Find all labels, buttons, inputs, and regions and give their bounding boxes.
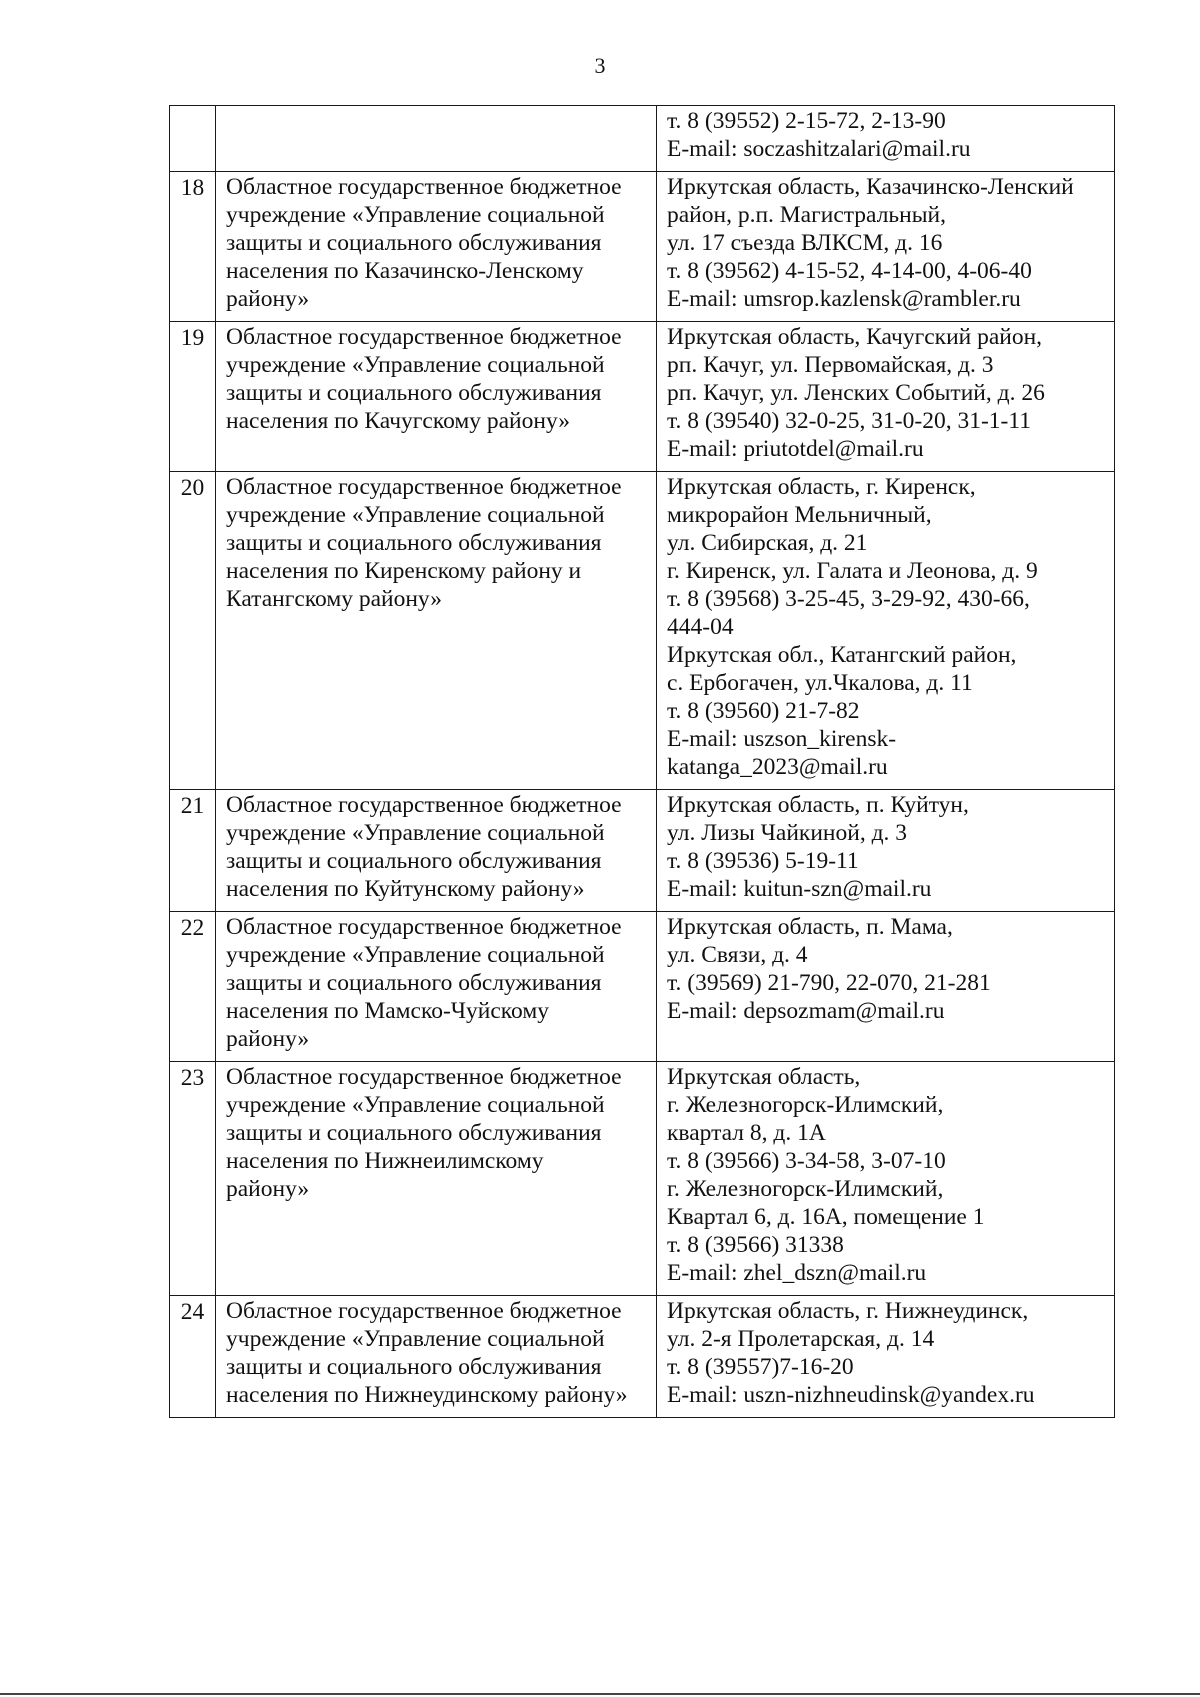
table-row — [170, 790, 1115, 912]
address-contact-line: Иркутская область, — [667, 1064, 861, 1090]
table-row — [170, 1062, 1115, 1296]
address-contact-cell — [657, 172, 1115, 322]
organization-name-line: Областное государственное бюджетное — [226, 792, 622, 818]
organization-cell — [216, 472, 657, 790]
organization-name-line: населения по Куйтунскому району» — [226, 876, 585, 902]
organization-name-line: населения по Киренскому району и — [226, 558, 582, 584]
address-contact-line: т. 8 (39552) 2-15-72, 2-13-90 — [667, 108, 946, 134]
address-contact-line: E-mail: soczashitzalari@mail.ru — [667, 136, 971, 162]
row-number: 21 — [170, 790, 216, 912]
address-contact-line: Иркутская область, Казачинско-Ленский — [667, 174, 1074, 200]
table-row — [170, 1296, 1115, 1418]
address-contact-line: т. 8 (39560) 21-7-82 — [667, 698, 860, 724]
organization-name-line: защиты и социального обслуживания — [226, 230, 602, 256]
address-contact-line: 444-04 — [667, 614, 734, 640]
organization-name-line: населения по Мамско-Чуйскому — [226, 998, 549, 1024]
address-contact-cell — [657, 1296, 1115, 1418]
address-contact-line: рп. Качуг, ул. Первомайская, д. 3 — [667, 352, 994, 378]
table-row — [170, 106, 1115, 172]
organization-name-line: населения по Казачинско-Ленскому — [226, 258, 584, 284]
organization-name-line: учреждение «Управление социальной — [226, 942, 605, 968]
address-contact-line: г. Железногорск-Илимский, — [667, 1176, 944, 1202]
address-contact-line: т. 8 (39536) 5-19-11 — [667, 848, 859, 874]
organization-cell — [216, 1296, 657, 1418]
address-contact-line: E-mail: umsrop.kazlensk@rambler.ru — [667, 286, 1021, 312]
organization-cell — [216, 322, 657, 472]
organization-name-line: защиты и социального обслуживания — [226, 970, 602, 996]
address-contact-line: katanga_2023@mail.ru — [667, 754, 888, 780]
address-contact-line: т. 8 (39566) 3-34-58, 3-07-10 — [667, 1148, 946, 1174]
organization-name-line: Областное государственное бюджетное — [226, 474, 622, 500]
organization-name-line: учреждение «Управление социальной — [226, 1326, 605, 1352]
address-contact-line: E-mail: priutotdel@mail.ru — [667, 436, 924, 462]
address-contact-line: с. Ербогачен, ул.Чкалова, д. 11 — [667, 670, 973, 696]
address-contact-line: т. 8 (39540) 32-0-25, 31-0-20, 31-1-11 — [667, 408, 1031, 434]
organization-name-line: Областное государственное бюджетное — [226, 1298, 622, 1324]
address-contact-cell — [657, 106, 1115, 172]
address-contact-line: Иркутская область, г. Нижнеудинск, — [667, 1298, 1029, 1324]
address-contact-line: ул. Лизы Чайкиной, д. 3 — [667, 820, 908, 846]
organization-name-line: защиты и социального обслуживания — [226, 380, 602, 406]
address-contact-line: ул. Связи, д. 4 — [667, 942, 808, 968]
address-contact-cell — [657, 1062, 1115, 1296]
organization-name-line: населения по Нижнеилимскому — [226, 1148, 544, 1174]
table-body — [170, 106, 1115, 1418]
address-contact-line: E-mail: uszn-nizhneudinsk@yandex.ru — [667, 1382, 1035, 1408]
organization-name-line: учреждение «Управление социальной — [226, 502, 605, 528]
organization-cell — [216, 1062, 657, 1296]
address-contact-line: ул. 17 съезда ВЛКСМ, д. 16 — [667, 230, 943, 256]
address-contact-cell — [657, 322, 1115, 472]
organization-name-line: учреждение «Управление социальной — [226, 202, 605, 228]
address-contact-cell — [657, 912, 1115, 1062]
organization-name-line: населения по Нижнеудинскому району» — [226, 1382, 628, 1408]
organization-name-line: Областное государственное бюджетное — [226, 1064, 622, 1090]
table-row — [170, 322, 1115, 472]
organization-cell — [216, 106, 657, 172]
address-contact-line: Иркутская область, г. Киренск, — [667, 474, 976, 500]
page-number: 3 — [594, 53, 606, 78]
organization-name-line: защиты и социального обслуживания — [226, 848, 602, 874]
organization-name-line: защиты и социального обслуживания — [226, 1354, 602, 1380]
organization-cell — [216, 172, 657, 322]
address-contact-line: г. Киренск, ул. Галата и Леонова, д. 9 — [667, 558, 1038, 584]
address-contact-line: Иркутская область, п. Мама, — [667, 914, 953, 940]
table-row — [170, 172, 1115, 322]
address-contact-line: т. (39569) 21-790, 22-070, 21-281 — [667, 970, 991, 996]
row-number: 20 — [170, 472, 216, 790]
organization-name-line: учреждение «Управление социальной — [226, 352, 605, 378]
address-contact-line: район, р.п. Магистральный, — [667, 202, 946, 228]
row-number: 19 — [170, 322, 216, 472]
organization-name-line: защиты и социального обслуживания — [226, 530, 602, 556]
address-contact-line: т. 8 (39557)7-16-20 — [667, 1354, 854, 1380]
address-contact-line: E-mail: uszson_kirensk- — [667, 726, 897, 752]
organization-name-line: району» — [226, 1176, 310, 1202]
address-contact-line: E-mail: kuitun-szn@mail.ru — [667, 876, 932, 902]
address-contact-line: т. 8 (39562) 4-15-52, 4-14-00, 4-06-40 — [667, 258, 1032, 284]
organization-name-line: району» — [226, 1026, 310, 1052]
address-contact-line: E-mail: depsozmam@mail.ru — [667, 998, 945, 1024]
address-contact-line: Иркутская область, п. Куйтун, — [667, 792, 969, 818]
address-contact-line: E-mail: zhel_dszn@mail.ru — [667, 1260, 927, 1286]
address-contact-cell — [657, 790, 1115, 912]
organization-name-line: Областное государственное бюджетное — [226, 174, 622, 200]
address-contact-line: рп. Качуг, ул. Ленских Событий, д. 26 — [667, 380, 1045, 406]
organization-cell — [216, 790, 657, 912]
row-number: 23 — [170, 1062, 216, 1296]
bottom-rule — [0, 1693, 1200, 1695]
organization-cell — [216, 912, 657, 1062]
address-contact-line: Квартал 6, д. 16А, помещение 1 — [667, 1204, 985, 1230]
row-number: 18 — [170, 172, 216, 322]
organization-name-line: населения по Качугскому району» — [226, 408, 571, 434]
organization-name-line: защиты и социального обслуживания — [226, 1120, 602, 1146]
table-row — [170, 912, 1115, 1062]
row-number: 24 — [170, 1296, 216, 1418]
table-row — [170, 472, 1115, 790]
row-number — [170, 106, 216, 172]
address-contact-line: т. 8 (39568) 3-25-45, 3-29-92, 430-66, — [667, 586, 1030, 612]
organization-name-line: учреждение «Управление социальной — [226, 820, 605, 846]
address-contact-line: ул. Сибирская, д. 21 — [667, 530, 868, 556]
address-contact-line: квартал 8, д. 1А — [667, 1120, 826, 1146]
organization-name-line: Областное государственное бюджетное — [226, 914, 622, 940]
address-contact-line: ул. 2-я Пролетарская, д. 14 — [667, 1326, 935, 1352]
organization-name-line: району» — [226, 286, 310, 312]
address-contact-line: микрорайон Мельничный, — [667, 502, 932, 528]
row-number: 22 — [170, 912, 216, 1062]
address-contact-line: т. 8 (39566) 31338 — [667, 1232, 844, 1258]
organization-name-line: Катангскому району» — [226, 586, 443, 612]
address-contact-line: Иркутская обл., Катангский район, — [667, 642, 1017, 668]
address-contact-cell — [657, 472, 1115, 790]
institutions-table — [169, 105, 1115, 1418]
organization-name-line: Областное государственное бюджетное — [226, 324, 622, 350]
address-contact-line: Иркутская область, Качугский район, — [667, 324, 1043, 350]
organization-name-line: учреждение «Управление социальной — [226, 1092, 605, 1118]
address-contact-line: г. Железногорск-Илимский, — [667, 1092, 944, 1118]
